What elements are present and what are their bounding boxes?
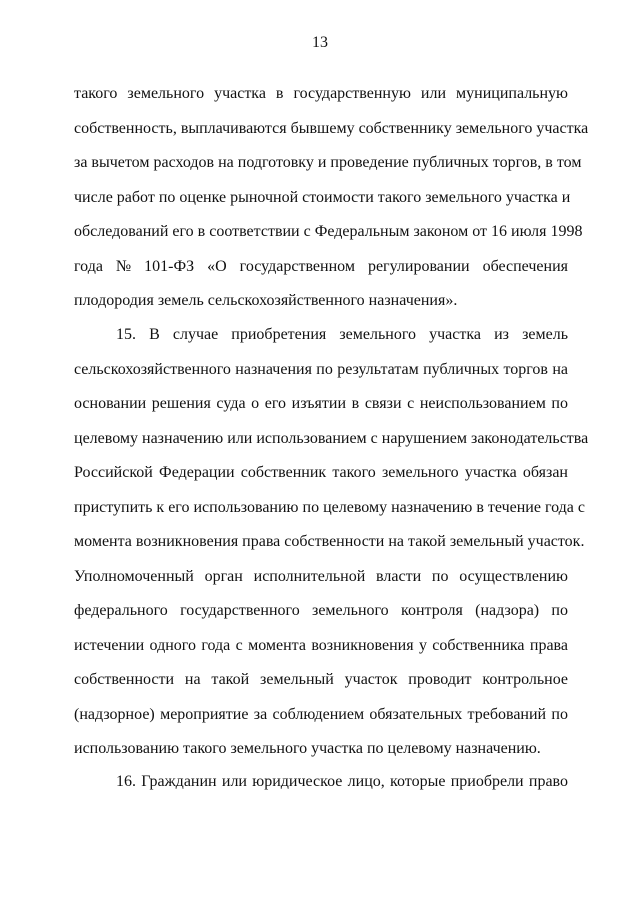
text-line: федерального государственного земельного контроля (надзора) по: [74, 602, 568, 619]
text-line: такого земельного участка в государственную или муниципальную: [74, 85, 568, 102]
text-line: года № 101-ФЗ «О государственном регулировании обеспечения: [74, 257, 568, 275]
text-line: основании решения суда о его изъятии в связи с неиспользованием по: [74, 395, 568, 412]
text-line: за вычетом расходов на подготовку и проведение публичных торгов, в том: [74, 154, 582, 171]
text-line: Уполномоченный орган исполнительной власти по осуществлению: [74, 567, 568, 585]
text-line: числе работ по оценке рыночной стоимости такого земельного участка и: [74, 188, 571, 206]
paragraph-continuation: [74, 84, 589, 326]
paragraph-15: [74, 325, 589, 774]
text-line: собственности на такой земельный участок проводит контрольное: [74, 671, 568, 688]
page-number: 13: [312, 34, 328, 51]
text-line: 15. В случае приобретения земельного участка из земель: [116, 326, 568, 343]
text-line: собственность, выплачиваются бывшему собственнику земельного участка: [74, 119, 589, 137]
text-line: плодородия земель сельскохозяйственного назначения».: [74, 292, 458, 309]
text-line: целевому назначению или использованием с нарушением законодательства: [74, 429, 589, 447]
text-line: (надзорное) мероприятие за соблюдением обязательных требований по: [74, 705, 568, 723]
paragraph-16: [74, 772, 568, 807]
text-line: момента возникновения права собственности на такой земельный участок.: [74, 533, 585, 550]
text-line: сельскохозяйственного назначения по результатам публичных торгов на: [74, 360, 568, 378]
text-line: использованию такого земельного участка по целевому назначению.: [74, 740, 541, 757]
text-line: приступить к его использованию по целевому назначению в течение года с: [74, 498, 585, 516]
text-line: истечении одного года с момента возникновения у собственника права: [74, 636, 568, 654]
text-line: Российской Федерации собственник такого земельного участка обязан: [74, 464, 568, 481]
text-line: 16. Гражданин или юридическое лицо, которые приобрели право: [116, 773, 568, 790]
text-line: обследований его в соответствии с Федеральным законом от 16 июля 1998: [74, 223, 583, 240]
